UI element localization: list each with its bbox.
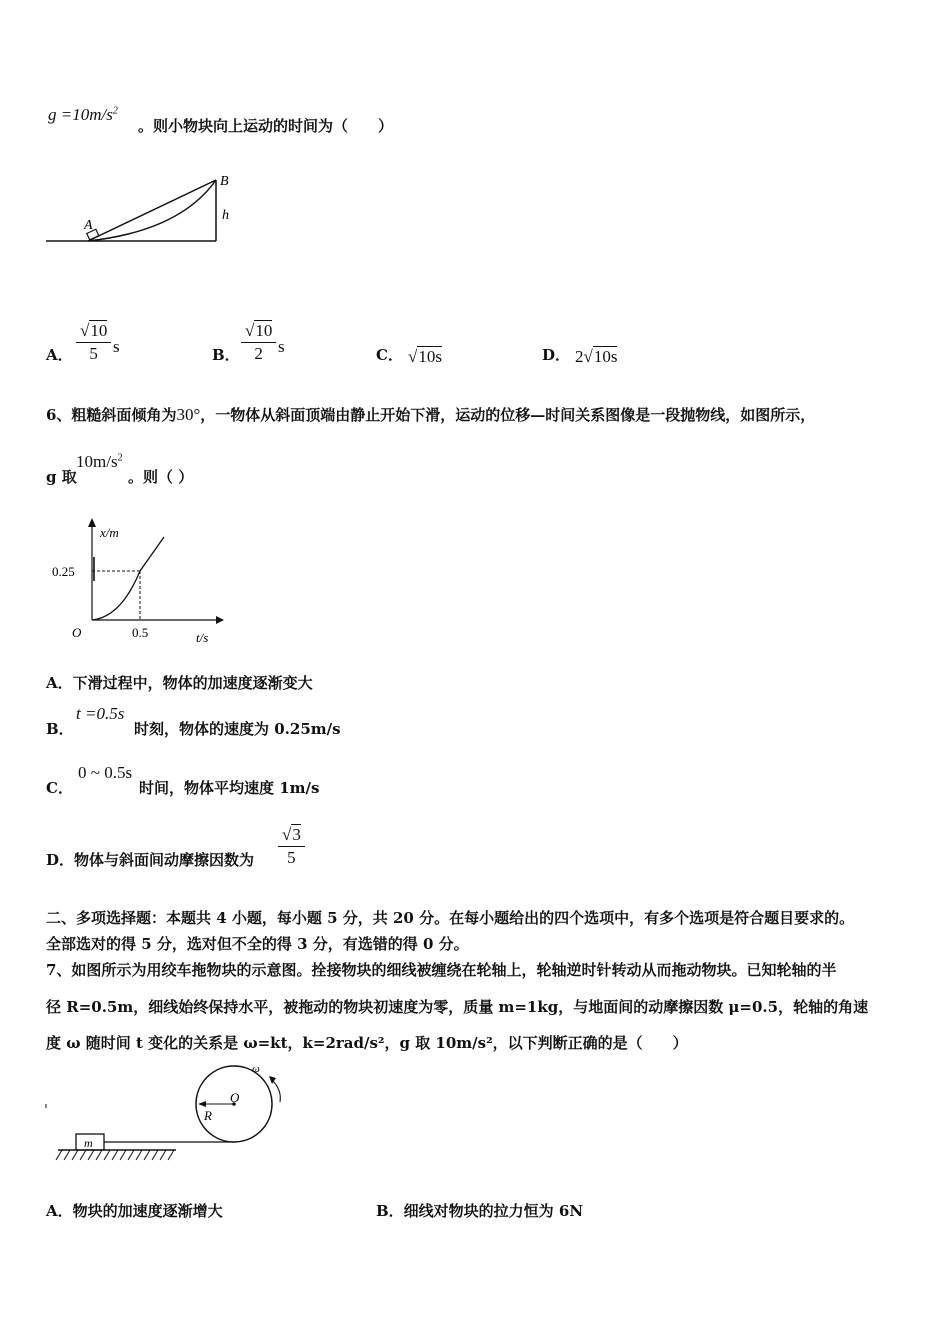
- q6-ylabel: x/m: [100, 525, 119, 540]
- q6-option-a: A．下滑过程中，物体的加速度逐渐变大: [46, 674, 313, 692]
- q6-stem-line1: 6、粗糙斜面倾角为30°，一物体从斜面顶端由静止开始下滑，运动的位移—时间关系图像是一段抛物线，如图所示，: [46, 405, 816, 424]
- q5-option-b-unit: s: [278, 337, 285, 356]
- q5-option-a-fraction: $\frac{√10}{5}$: [76, 322, 111, 363]
- q5-stem: 。则小物块向上运动的时间为（ ）: [138, 117, 394, 135]
- q7-winch-figure: [44, 1062, 304, 1172]
- q6-xlabel: t/s: [196, 630, 209, 645]
- q6-g-label: g 取: [46, 468, 77, 486]
- q5-option-c-label: C．: [376, 346, 403, 364]
- section2-instructions-line2: 全部选对的得 5 分，选对但不全的得 3 分，有选错的得 0 分。: [46, 935, 469, 953]
- q7-label-m: m: [84, 1136, 93, 1150]
- q6-origin: O: [72, 625, 82, 640]
- q6-then: 。则（ ）: [128, 468, 194, 486]
- q7-label-o: O: [230, 1090, 240, 1105]
- q6-option-c-label: C．: [46, 779, 73, 797]
- q5-label-h: h: [222, 208, 229, 223]
- q7-option-b: B．细线对物块的拉力恒为 6N: [376, 1202, 584, 1220]
- q5-option-b-label: B．: [212, 346, 240, 364]
- q5-option-b-fraction: $\frac{√10}{2}$: [241, 322, 276, 363]
- q6-g-value: $10m/s^2$: [76, 452, 123, 471]
- q5-option-d-expr: 2√10s: [575, 347, 618, 366]
- q7-stem-line2: 径 R=0.5m，细线始终保持水平，被拖动的物块初速度为零，质量 m=1kg，与地面间的动摩擦因数 μ=0.5，轮轴的角速: [46, 998, 869, 1016]
- q6-graph: [46, 515, 226, 650]
- q6-ytick: 0.25: [52, 564, 75, 579]
- q7-option-a: A．物块的加速度逐渐增大: [46, 1202, 223, 1220]
- q5-label-b: B: [220, 174, 229, 189]
- q5-g-formula: $g =10m/s^2$: [48, 105, 118, 124]
- q6-option-b-math: t =0.5s: [76, 704, 125, 723]
- q5-option-c-expr: √10s: [408, 347, 442, 366]
- q5-incline-figure: [40, 165, 240, 250]
- q5-option-a-label: A．: [46, 346, 73, 364]
- q5-option-d-label: D．: [542, 346, 571, 364]
- q6-option-b-text: 时刻，物体的速度为 0.25m/s: [134, 720, 341, 738]
- q5-option-a-unit: s: [113, 337, 120, 356]
- q7-label-omega: ω: [252, 1063, 260, 1075]
- q7-stem-line1: 7、如图所示为用绞车拖物块的示意图。拴接物块的细线被缠绕在轮轴上，轮轴逆时针转动从而拖动物块。已知轮轴的半: [46, 961, 837, 979]
- q6-option-d-fraction: $\frac{√3}{5}$: [278, 826, 305, 867]
- q6-option-b-label: B．: [46, 720, 74, 738]
- q7-label-r: R: [204, 1108, 212, 1123]
- q5-label-a: A: [84, 218, 93, 233]
- q6-xtick: 0.5: [132, 625, 149, 640]
- q6-option-c-math: 0 ~ 0.5s: [78, 763, 133, 782]
- q6-option-d-text: D．物体与斜面间动摩擦因数为: [46, 851, 255, 869]
- q7-stem-line3: 度 ω 随时间 t 变化的关系是 ω=kt，k=2rad/s²，g 取 10m/s²，以下判断正确的是（ ）: [46, 1034, 688, 1052]
- q6-option-c-text: 时间，物体平均速度 1m/s: [139, 779, 320, 797]
- section2-instructions-line1: 二、多项选择题：本题共 4 小题，每小题 5 分，共 20 分。在每小题给出的四个选项中，有多个选项是符合题目要求的。: [46, 909, 855, 927]
